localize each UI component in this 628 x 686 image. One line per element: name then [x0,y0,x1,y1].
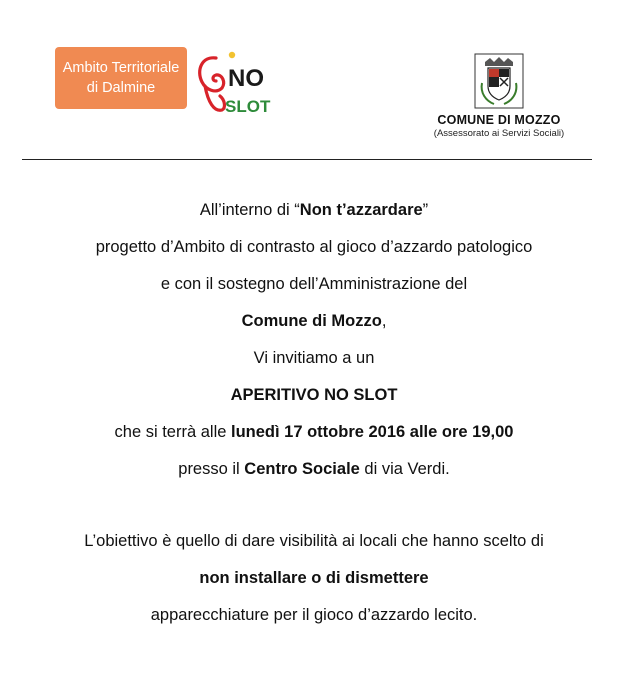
comune-mention: Comune di Mozzo [241,312,382,330]
event-date-time: lunedì 17 ottobre 2016 alle ore 19,00 [231,423,514,441]
no-slot-logo-no: NO [228,65,264,92]
event-venue: Centro Sociale [244,460,360,478]
no-slot-yellow-dot [229,52,235,58]
invitation-line-5: Vi invitiamo a un [253,349,375,367]
invitation-line-2: progetto d’Ambito di contrasto al gioco d’azzardo patologico [95,238,533,256]
no-slot-logo [192,48,272,118]
ambito-logo-line1: Ambito Territoriale [62,60,180,76]
comune-subtitle: (Assessorato ai Servizi Sociali) [433,128,565,139]
letterhead [0,0,628,165]
paragraph-gap [0,496,628,531]
ambito-logo-line2: di Dalmine [86,80,156,96]
invitation-line-4: Comune di Mozzo, [241,312,387,330]
comune-crest-icon [474,53,524,109]
comune-block [414,53,584,139]
no-slot-swirl-icon [200,58,224,91]
objective-emphasis: non installare o di dismettere [199,569,429,587]
invitation-line-8: presso il Centro Sociale di via Verdi. [178,460,450,478]
project-name: Non t’azzardare [299,201,423,219]
invitation-text [0,200,628,642]
invitation-line-10 [0,568,628,588]
event-title: APERITIVO NO SLOT [230,386,398,404]
header-divider [22,159,592,160]
invitation-line-3: e con il sostegno dell’Amministrazione del [160,275,468,293]
invitation-line-9: L’obiettivo è quello di dare visibilità ai locali che hanno scelto di [84,532,544,550]
no-slot-logo-slot: SLOT [225,97,271,116]
invitation-line-7: che si terrà alle lunedì 17 ottobre 2016 alle ore 19,00 [114,423,514,441]
invitation-line-6 [0,385,628,405]
invitation-line-1: All’interno di “Non t’azzardare” [199,201,429,219]
comune-name: COMUNE DI MOZZO [437,113,561,127]
ambito-territoriale-logo [55,47,187,109]
invitation-line-11: apparecchiature per il gioco d’azzardo lecito. [150,606,478,624]
